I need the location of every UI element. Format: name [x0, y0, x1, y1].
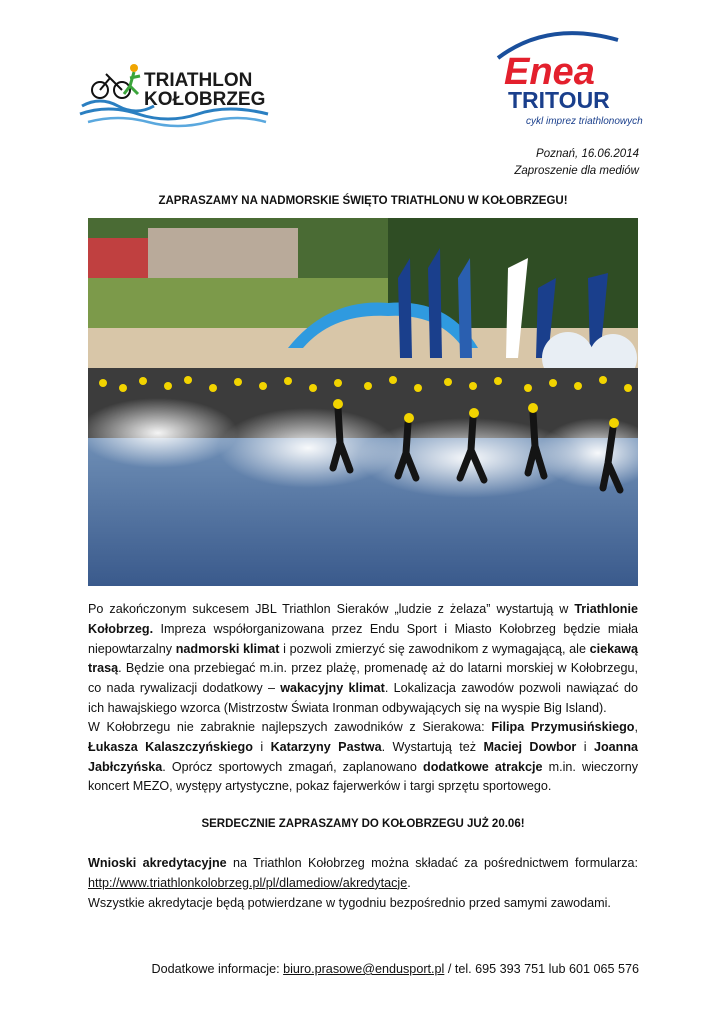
highlight-route: ciekawą trasą: [88, 641, 638, 676]
logo-right-tagline: cykl imprez triathlonowych: [526, 116, 643, 127]
paragraph-intro: Po zakończonym sukcesem JBL Triathlon Sieraków „ludzie z żelaza” wystartują w Triathlonie Kołobrzeg. Impreza współorganizowana przez Endu Sport i Miasto Kołobrzeg będzie miała niepowtarzalny nadmorski klimat i pozwoli zmierzyć się zawodnikom z wymagającą, ale ciekawą trasą. Będzie ona przebiegać m.in. przez plażę, promenadę aż do latarni morskiej w Kołobrzegu, co nada rywalizacji dodatkowy – wakacyjny klimat. Lokalizacja zawodów pozwoli nawiązać do ich hawajskiego wzorca (Mistrzostw Świata Ironman odbywających się na wyspie Big Island).: [88, 602, 638, 715]
highlight-event: Triathlonie Kołobrzeg.: [88, 602, 638, 636]
highlight-attractions: dodatkowe atrakcje: [423, 759, 543, 774]
enea-tritour-logo: [478, 28, 644, 128]
athlete-name: Filipa Przymusińskiego: [491, 720, 635, 734]
paragraph-accreditation: Wnioski akredytacyjne na Triathlon Kołobrzeg można składać za pośrednictwem formularza: http://www.triathlonkolobrzeg.pl/pl/dlamediow/akredytacje. Wszystkie akredytacje będą potwierdzane w tygodniu bezpośrednio przed samymi zawodami.: [88, 854, 638, 913]
document-meta: [514, 146, 639, 180]
document-type: Zaproszenie dla mediów: [514, 165, 639, 177]
highlight-holiday: wakacyjny klimat: [280, 681, 385, 696]
triathlon-kolobrzeg-logo: [78, 56, 270, 134]
triathlon-swim-start-photo: [88, 218, 638, 586]
athlete-name: Katarzyny Pastwa: [270, 739, 382, 754]
accreditation-label: Wnioski akredytacyjne: [88, 856, 227, 870]
celebrity-name: Maciej Dowbor: [483, 739, 577, 754]
contact-footer: Dodatkowe informacje: biuro.prasowe@endusport.pl / tel. 695 393 751 lub 601 065 576: [151, 962, 639, 976]
logo-left-line1: TRIATHLON: [144, 70, 253, 91]
logo-left-line2: KOŁOBRZEG: [144, 89, 266, 110]
athlete-name: Łukasza Kalaszczyńskiego: [88, 739, 253, 754]
logo-right-brand: Enea: [504, 51, 595, 93]
highlight-climate: nadmorski klimat: [175, 641, 280, 656]
headline: ZAPRASZAMY NA NADMORSKIE ŚWIĘTO TRIATHLONU W KOŁOBRZEGU!: [158, 195, 568, 207]
press-email-link[interactable]: biuro.prasowe@endusport.pl: [283, 962, 445, 976]
celebrity-name: Joanna Jabłczyńska: [88, 739, 639, 774]
logo-right-sub: TRITOUR: [508, 87, 610, 113]
accreditation-note: Wszystkie akredytacje będą potwierdzane w tygodniu bezpośrednio przed samymi zawodami.: [88, 895, 611, 910]
accreditation-link[interactable]: http://www.triathlonkolobrzeg.pl/pl/dlamediow/akredytacje: [88, 875, 408, 890]
paragraph-athletes: W Kołobrzegu nie zabraknie najlepszych zawodników z Sierakowa: Filipa Przymusińskiego, Łukasza Kalaszczyńskiego i Katarzyny Pastwa. Wystartują też Maciej Dowbor i Joanna Jabłczyńska. Oprócz sportowych zmagań, zaplanowano dodatkowe atrakcje m.in. wieczorny koncert MEZO, występy artystyczne, pokaz fajerwerków i targi sprzętu sportowego.: [88, 720, 639, 794]
invitation-callout: SERDECZNIE ZAPRASZAMY DO KOŁOBRZEGU JUŻ 20.06!: [201, 818, 525, 830]
place-date: Poznań, 16.06.2014: [536, 148, 639, 160]
